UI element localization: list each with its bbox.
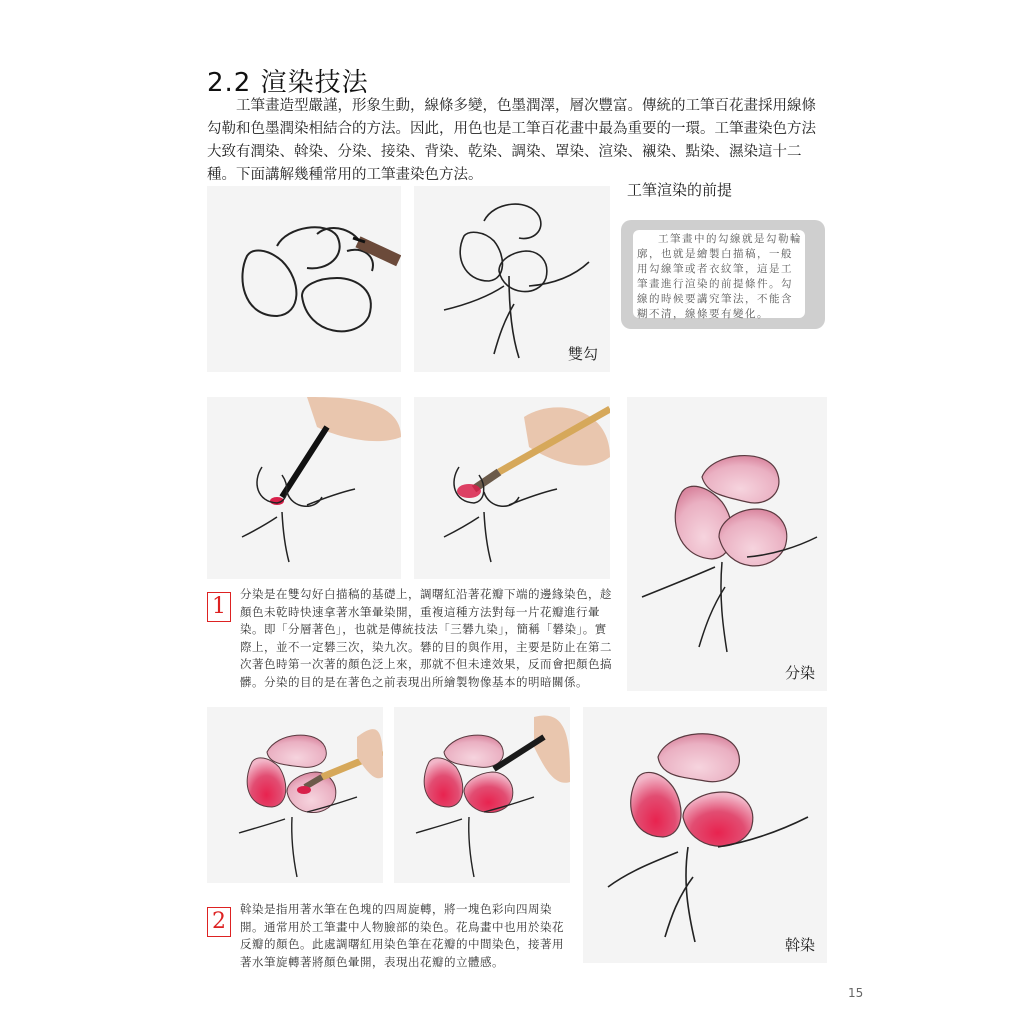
caption-woran: 斡染 bbox=[784, 936, 815, 954]
shuanggou-outline-closeup bbox=[207, 186, 401, 372]
caption-shuanggou: 雙勾 bbox=[567, 345, 598, 363]
step-text-1: 分染是在雙勾好白描稿的基礎上，調曙紅沿著花瓣下端的邊緣染色，趁顏色未乾時快速拿著水筆暈染開，重複這種方法對每一片花瓣進行暈染。即「分層著色」，也就是傳統技法「三礬九染」，簡稱「礬染」。實際上，並不一定礬三次，染九次。礬的目的與作用，主要是防止在第二次著色時第一次著的顏色泛上來，那就不但未達效果，反而會把顏色搞髒。分染的目的是在著色之前表現出所繪製物像基本的明暗關係。 bbox=[240, 587, 612, 689]
caption-fenran: 分染 bbox=[784, 664, 815, 682]
fenran-result bbox=[627, 397, 827, 691]
sidebar-heading: 工筆渲染的前提 bbox=[627, 181, 733, 199]
page-number: 15 bbox=[848, 986, 864, 1000]
page-title: 2.2 渲染技法 bbox=[207, 68, 369, 98]
woran-step-b bbox=[394, 707, 570, 883]
note-text: 工筆畫中的勾線就是勾勒輪廓，也就是繪製白描稿，一般用勾線筆或者衣紋筆，這是工筆畫進行渲染的前提條件。勾線的時候要講究筆法，不能含糊不清，線條要有變化。 bbox=[633, 230, 805, 318]
fenran-step-a bbox=[207, 397, 401, 579]
intro-paragraph: 工筆畫造型嚴謹，形象生動，線條多變，色墨潤澤，層次豐富。傳統的工筆百花畫採用線條勾勒和色墨潤染相結合的方法。因此，用色也是工筆百花畫中最為重要的一環。工筆畫染色方法大致有潤染、斡染、分染、接染、背染、乾染、調染、罩染、渲染、襯染、點染、濕染這十二種。下面講解幾種常用的工筆畫染色方法。 bbox=[207, 98, 816, 183]
step-text-2: 斡染是指用著水筆在色塊的四周旋轉，將一塊色彩向四周染開。通常用於工筆畫中人物臉部的染色。花鳥畫中也用於染花反瓣的顏色。此處調曙紅用染色筆在花瓣的中間染色，接著用著水筆旋轉著將顏色暈開，表現出花瓣的立體感。 bbox=[240, 902, 564, 969]
step-number-1: 1 bbox=[207, 592, 231, 622]
fenran-step-b bbox=[414, 397, 610, 579]
step-number-2: 2 bbox=[207, 907, 231, 937]
note-box bbox=[621, 220, 825, 329]
shuanggou-outline-full bbox=[414, 186, 610, 372]
woran-step-a bbox=[207, 707, 383, 883]
woran-result bbox=[583, 707, 827, 963]
